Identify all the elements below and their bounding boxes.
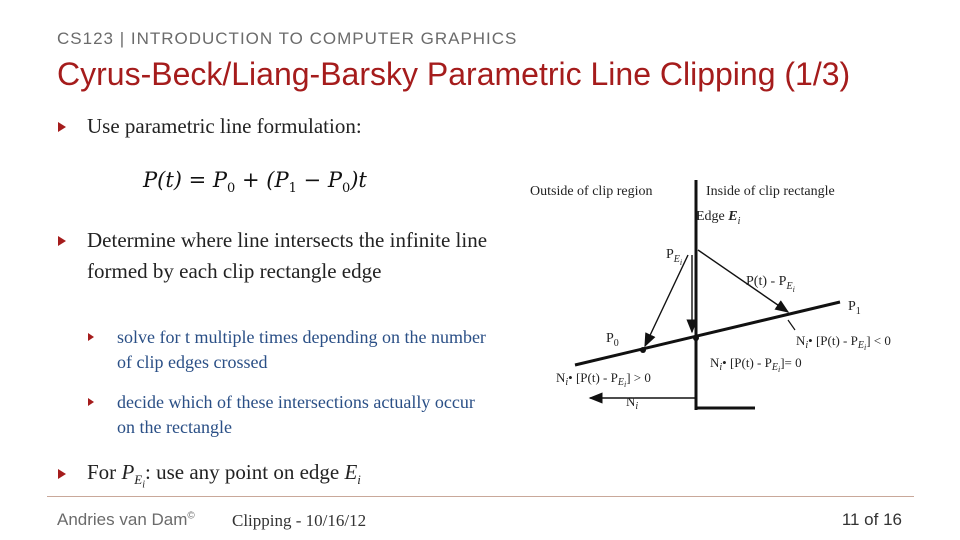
footer-author: Andries van Dam© — [57, 510, 195, 529]
ni-label: $N_i$ — [626, 394, 639, 412]
p0-point — [640, 347, 646, 353]
footer-lecture: Clipping - 10/16/12 — [232, 511, 367, 530]
parametric-formula: $P(t) = P_0 + (P_1 - P_0)t$ — [143, 168, 367, 197]
bullet-marker — [58, 122, 66, 132]
leader-neg — [788, 320, 795, 330]
sub-bullet-marker — [88, 333, 94, 341]
bullet-for-pe: For $P_{E_i}$: use any point on edge $E_i$ — [87, 460, 361, 491]
dot-positive-label: $N_i•$ $[P(t) - P_Ei] > 0$ — [556, 370, 651, 389]
bullet-marker — [58, 469, 66, 479]
vector-to-p0 — [645, 255, 688, 346]
sub-bullet-decide: decide which of these intersections actually occur on the rectangle — [117, 392, 475, 437]
footer-rule — [47, 496, 914, 497]
page-number: 11 of 16 — [841, 510, 902, 529]
bullet-marker — [58, 236, 66, 246]
clipping-diagram — [520, 170, 920, 450]
outside-label: Outside of clip region — [530, 184, 653, 199]
edge-label: Edge $E_i$ — [696, 209, 741, 227]
bullet-determine: Determine where line intersects the infinite line formed by each clip rectangle edge — [87, 228, 488, 283]
inside-label: Inside of clip rectangle — [706, 184, 835, 199]
p1-label: $P_1$ — [848, 299, 861, 317]
sub-bullet-marker — [88, 398, 94, 406]
slide-title: Cyrus-Beck/Liang-Barsky Parametric Line Clipping (1/3) — [57, 56, 851, 92]
p0-label: $P_0$ — [606, 331, 619, 349]
course-header: CS123 | INTRODUCTION TO COMPUTER GRAPHICS — [57, 29, 518, 48]
bullet-parametric: Use parametric line formulation: — [87, 114, 362, 138]
pe-label: $P_{Ei}$ — [666, 247, 683, 267]
intersection-point — [693, 335, 699, 341]
pt-minus-pe-label: $P(t) - P_{Ei}$ — [746, 274, 795, 294]
dot-zero-label: $N_i•$ $[P(t) - P_Ei]= 0$ — [710, 355, 802, 374]
dot-negative-label: $N_i•$ $[P(t) - P_Ei] < 0$ — [796, 333, 891, 352]
sub-bullet-solve: solve for t multiple times depending on the number of clip edges crossed — [117, 327, 486, 372]
